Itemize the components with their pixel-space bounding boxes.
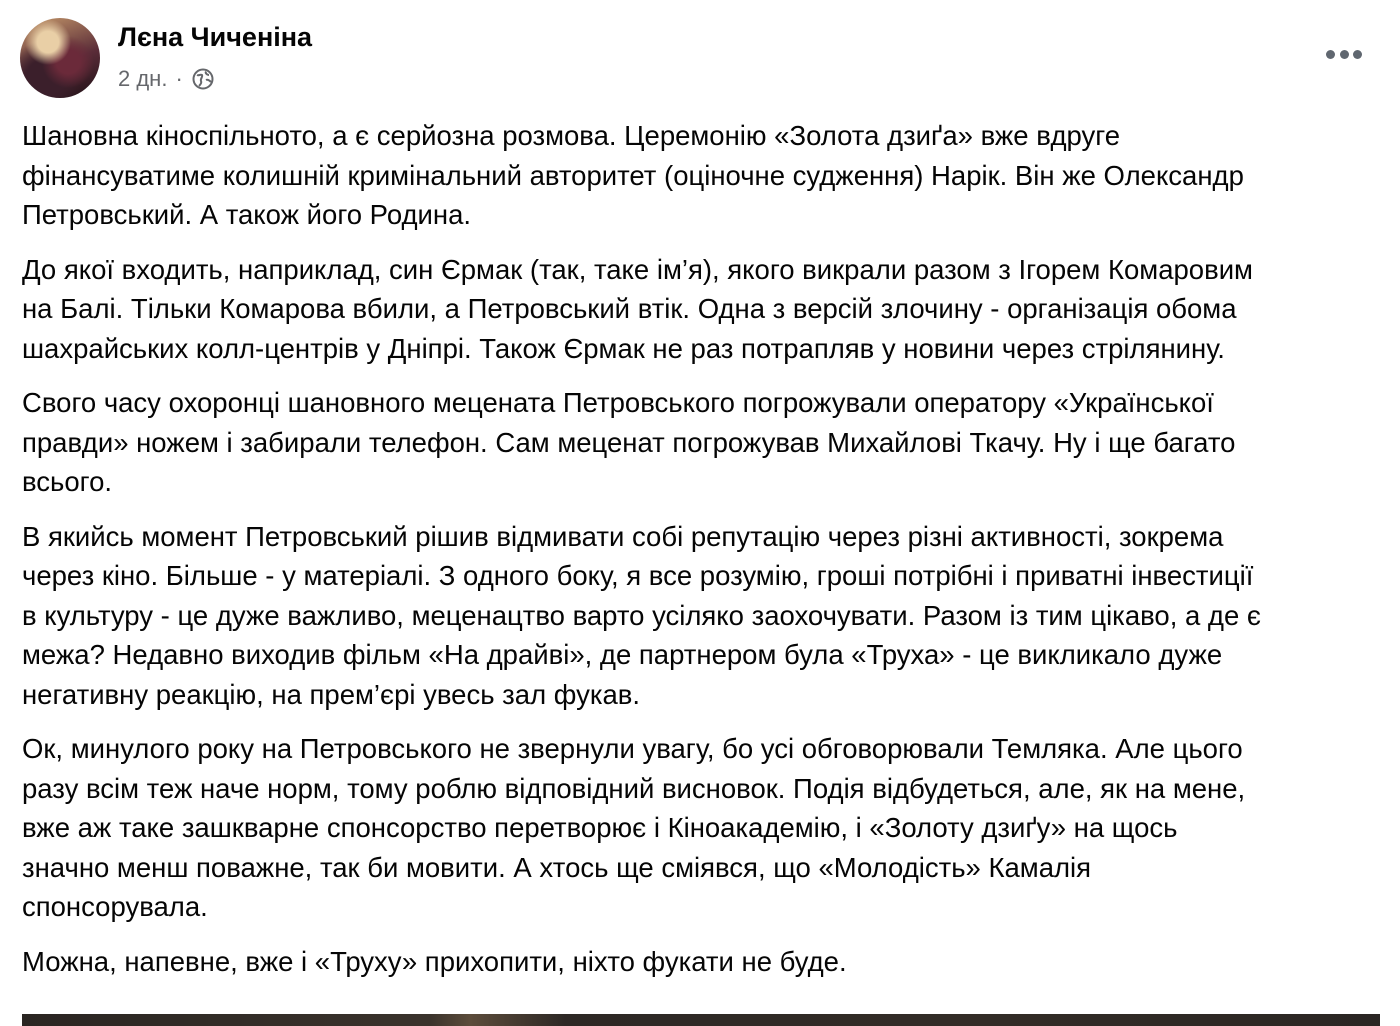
author-avatar[interactable] (20, 18, 100, 98)
globe-icon[interactable] (191, 67, 215, 91)
post-meta (118, 64, 215, 94)
more-options-button[interactable] (1322, 44, 1366, 64)
text-line: межа? Недавно виходив фільм «На драйві», де партнером була «Труха» - це викликало дуже (22, 639, 1223, 670)
text-line: Свого часу охоронці шановного мецената Петровського погрожували оператору «Української (22, 387, 1214, 418)
text-line: фінансуватиме колишній кримінальний авторитет (оціночне судження) Нарік. Він же Олександр (22, 159, 1244, 191)
more-horizontal-icon (1326, 50, 1335, 59)
text-line: через кіно. Більше - у матеріалі. З одного боку, я все розумію, гроші потрібні і приватні інвестиції (22, 560, 1254, 591)
text-line: правди» ножем і забирали телефон. Сам меценат погрожував Михайлові Ткачу. Ну і ще багато (22, 426, 1236, 458)
text-line: на Балі. Тільки Комарова вбили, а Петровський втік. Одна з версій злочину - організація обома (22, 293, 1237, 324)
post-paragraph (22, 942, 1384, 982)
meta-separator: · (175, 66, 183, 91)
text-line: вже аж таке зашкварне спонсорство перетворює і Кіноакадемію, і «Золоту дзиґу» на щось (22, 812, 1178, 843)
text-line: всього. (22, 466, 113, 497)
text-line: шахрайських колл-центрів у Дніпрі. Також Єрмак не раз потрапляв у новини через стрілянину. (22, 332, 1225, 364)
text-line: значно менш поважне, так би мовити. А хтось ще сміявся, що «Молодість» Камалія (22, 851, 1092, 883)
text-line: До якої входить, наприклад, син Єрмак (так, таке ім’я), якого викрали разом з Ігорем Комаровим (22, 253, 1253, 285)
post-paragraph (22, 383, 1384, 502)
text-line: спонсорувала. (22, 891, 208, 922)
text-line: негативну реакцію, на прем’єрі увесь зал фукав. (22, 678, 641, 710)
post-header (20, 18, 1380, 98)
text-line: В якийсь момент Петровський рішив відмивати собі репутацію через різні активності, зокрема (22, 520, 1224, 552)
post-paragraph (22, 250, 1384, 369)
author-name[interactable]: Лєна Чиченіна (118, 22, 313, 52)
post-paragraph (22, 517, 1384, 715)
text-line: Можна, напевне, вже і «Труху» прихопити, ніхто фукати не буде. (22, 945, 847, 977)
text-line: разу всім теж наче норм, тому роблю відповідний висновок. Подія відбудеться, але, як на мене, (22, 772, 1246, 804)
more-horizontal-icon (1353, 50, 1362, 59)
post-media-preview[interactable] (22, 1014, 1380, 1026)
post-paragraph (22, 729, 1384, 927)
text-line: Шановна кіноспільното, а є серйозна розмова. Церемонію «Золота дзиґа» вже вдруге (22, 120, 1121, 151)
post-timestamp[interactable]: 2 дн. (118, 66, 168, 91)
text-line: Петровський. А також його Родина. (22, 199, 472, 230)
post-body (22, 116, 1384, 996)
more-horizontal-icon (1340, 50, 1349, 59)
post-paragraph (22, 116, 1384, 235)
text-line: в культуру - це дуже важливо, меценацтво варто усіляко заохочувати. Разом із тим цікаво, а де є (22, 599, 1261, 631)
text-line: Ок, минулого року на Петровського не звернули увагу, бо усі обговорювали Темляка. Але цього (22, 733, 1243, 764)
